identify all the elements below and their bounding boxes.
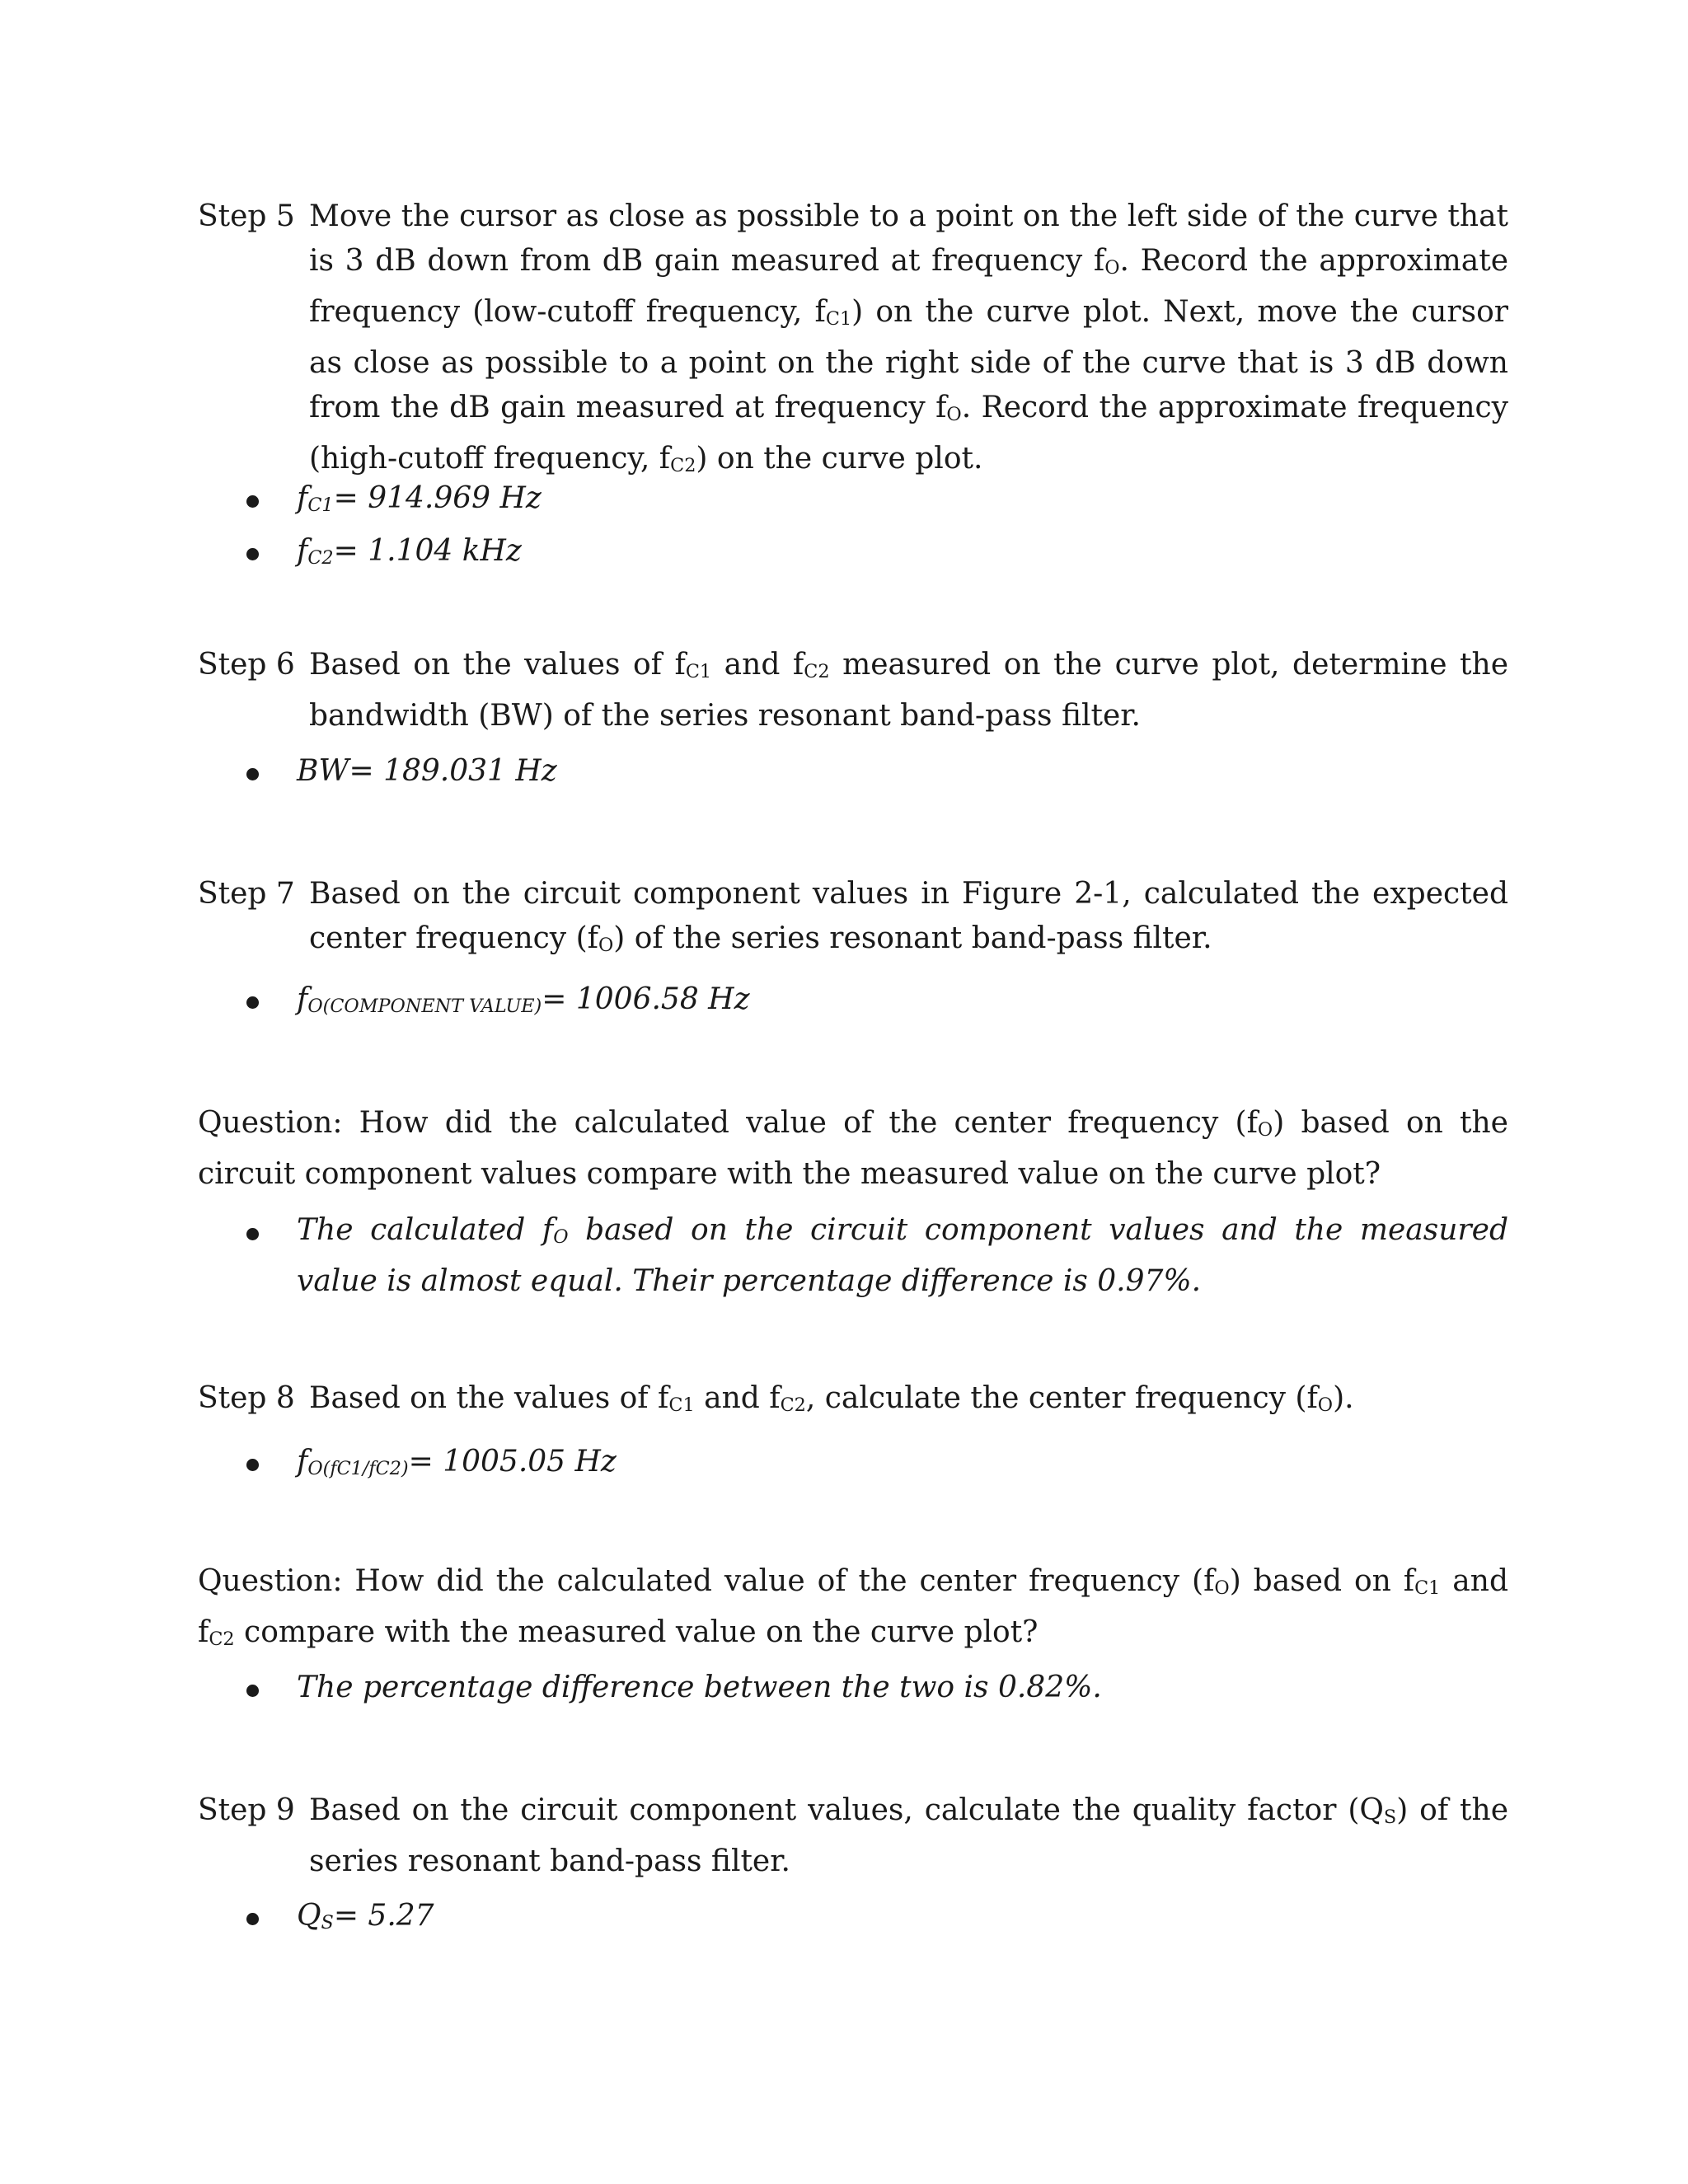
- answer-question-1: The calculated fO based on the circuit component values and the measured value is almost equal. Their percentage difference is 0.97%.: [198, 1208, 1508, 1304]
- step-text: Based on the circuit component values in Figure 2-1, calculated the expected center frequency (fO) of the series resonant band-pass filter.: [309, 877, 1508, 957]
- step-7: [198, 872, 1508, 968]
- question-text: Question: How did the calculated value of the center frequency (fO) based on fC1 and fC2 compare with the measured value on the curve plot?: [198, 1564, 1508, 1651]
- answer-fc1: fC1= 914.969 Hz: [198, 476, 1508, 528]
- step-text: Based on the values of fC1 and fC2 measured on the curve plot, determine the bandwidth (BW) of the series resonant band-pass filter.: [309, 648, 1509, 733]
- step-text: Based on the values of fC1 and fC2, calculate the center frequency (fO).: [309, 1381, 1354, 1417]
- question-2-answers: [198, 1665, 1508, 1711]
- step-8-answers: [198, 1439, 1508, 1492]
- answer-bw: BW= 189.031 Hz: [198, 748, 1508, 794]
- step-number: Step 8: [198, 1381, 295, 1415]
- answer-qs: QS= 5.27: [198, 1893, 1508, 1946]
- question-text: Question: How did the calculated value of the center frequency (fO) based on the circuit component values compare with the measured value on the curve plot?: [198, 1106, 1508, 1192]
- step-8: [198, 1376, 1508, 1427]
- step-number: Step 7: [198, 877, 295, 911]
- question-1-answers: [198, 1208, 1508, 1304]
- step-number: Step 9: [198, 1793, 295, 1827]
- step-7-answers: [198, 977, 1508, 1029]
- answer-fo-fc: fO(fC1/fC2)= 1005.05 Hz: [198, 1439, 1508, 1492]
- step-text: Move the cursor as close as possible to a point on the left side of the curve that is 3 dB down from dB gain measured at frequency fO. Record the approximate frequency (low-cutoff frequency, fC1) on the curve plot. Next, move the cursor as close as possible to a point on the right side of the curve that is 3 dB down from the dB gain measured at frequency fO. Record the approximate frequency (high-cutoff frequency, fC2) on the curve plot.: [309, 199, 1509, 477]
- answer-fc2: fC2= 1.104 kHz: [198, 528, 1508, 581]
- answer-question-2: The percentage difference between the two is 0.82%.: [198, 1665, 1508, 1711]
- step-text: Based on the circuit component values, calculate the quality factor (QS) of the series resonant band-pass filter.: [309, 1793, 1509, 1879]
- question-1: [198, 1101, 1508, 1197]
- answer-fo-component: fO(COMPONENT VALUE)= 1006.58 Hz: [198, 977, 1508, 1029]
- step-9: [198, 1788, 1508, 1884]
- step-6-answers: [198, 748, 1508, 794]
- step-5: [198, 194, 1508, 488]
- step-number: Step 5: [198, 199, 295, 233]
- question-2: [198, 1559, 1508, 1661]
- step-5-answers: [198, 476, 1508, 581]
- step-9-answers: [198, 1893, 1508, 1946]
- step-6: [198, 643, 1508, 738]
- step-number: Step 6: [198, 648, 295, 682]
